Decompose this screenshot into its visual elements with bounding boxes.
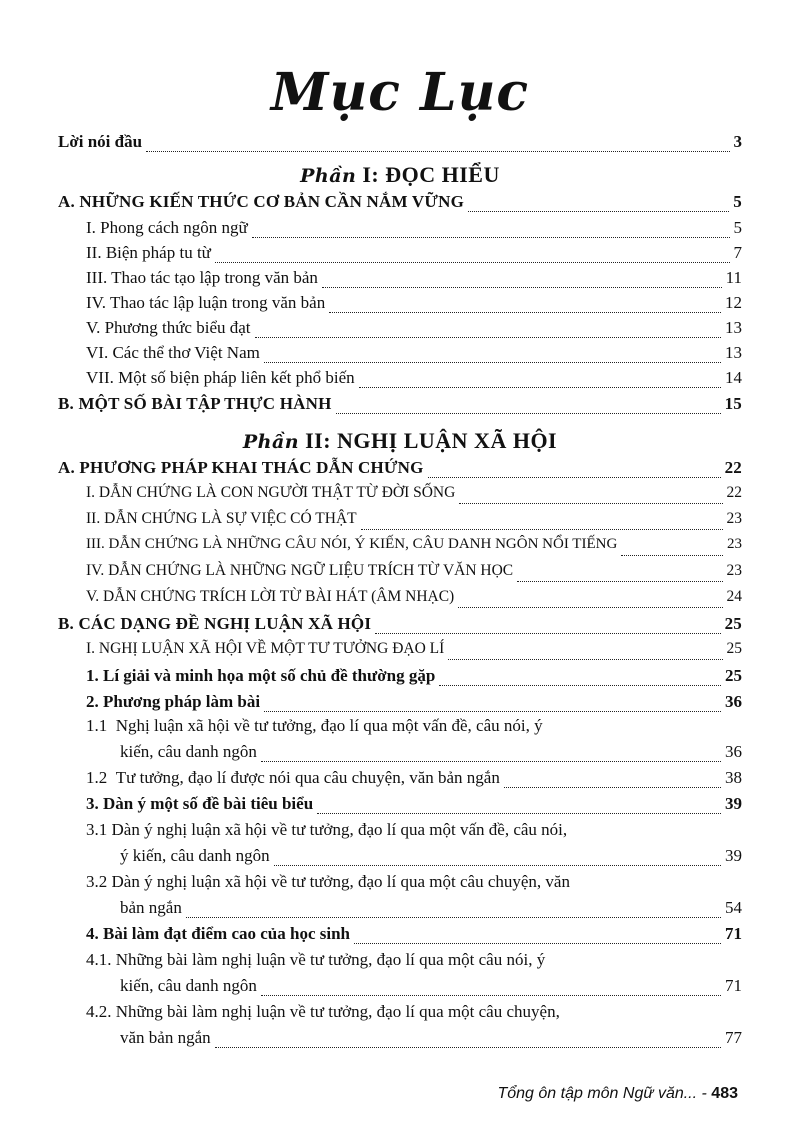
toc-entry-part2-a-3[interactable]: III. DẪN CHỨNG LÀ NHỮNG CÂU NÓI, Ý KIẾN, CÂU DANH NGÔN NỔI TIẾNG 23 — [86, 536, 742, 562]
toc-entry-part2-a-2[interactable]: II. DẪN CHỨNG LÀ SỰ VIỆC CÓ THẬT 23 — [86, 510, 742, 536]
toc-entry-section-1[interactable]: 1. Lí giải và minh họa một số chủ đề thường gặp 25 — [86, 666, 742, 685]
toc-entry-section-4[interactable]: 4. Bài làm đạt điểm cao của học sinh 71 — [86, 924, 742, 943]
toc-entry-part1-a-3[interactable]: III. Thao tác tạo lập trong văn bản 11 — [86, 268, 742, 287]
toc-entry-3-1-line2[interactable]: ý kiến, câu danh ngôn 39 — [120, 846, 742, 865]
toc-entry-part1-a-4[interactable]: IV. Thao tác lập luận trong văn bản 12 — [86, 293, 742, 312]
toc-entry-intro[interactable]: Lời nói đầu 3 — [58, 132, 742, 151]
toc-entry-section-2[interactable]: 2. Phương pháp làm bài 36 — [86, 692, 742, 711]
toc-entry-part2-a[interactable]: A. PHƯƠNG PHÁP KHAI THÁC DẪN CHỨNG 22 — [58, 458, 742, 477]
page-number: 483 — [711, 1085, 738, 1102]
toc-entry-part2-a-4[interactable]: IV. DẪN CHỨNG LÀ NHỮNG NGỮ LIỆU TRÍCH TỪ VĂN HỌC 23 — [86, 562, 742, 588]
toc-entry-part1-a-6[interactable]: VI. Các thể thơ Việt Nam 13 — [86, 343, 742, 362]
page-title: Mục Lục — [270, 62, 530, 123]
toc-entry-part1-a-1[interactable]: I. Phong cách ngôn ngữ 5 — [86, 218, 742, 237]
toc-entry-part2-a-1[interactable]: I. DẪN CHỨNG LÀ CON NGƯỜI THẬT TỪ ĐỜI SỐNG 22 — [86, 484, 742, 510]
toc-entry-part1-b[interactable]: B. MỘT SỐ BÀI TẬP THỰC HÀNH 15 — [58, 394, 742, 413]
toc-entry-2-2[interactable]: 1.2 Tư tưởng, đạo lí được nói qua câu chuyện, văn bản ngắn 38 — [86, 768, 742, 787]
toc-entry-part2-a-5[interactable]: V. DẪN CHỨNG TRÍCH LỜI TỪ BÀI HÁT (ÂM NHẠC) 24 — [86, 588, 742, 614]
toc-entry-4-2-line2[interactable]: văn bản ngắn 77 — [120, 1028, 742, 1047]
toc-entry-part1-a-7[interactable]: VII. Một số biện pháp liên kết phổ biến 14 — [86, 368, 742, 387]
toc-entry-3-2-line1[interactable]: 3.2 Dàn ý nghị luận xã hội về tư tưởng, đạo lí qua một câu chuyện, văn — [86, 872, 570, 891]
page-footer: Tổng ôn tập môn Ngữ văn... - 483 — [497, 1085, 738, 1102]
toc-entry-part1-a-5[interactable]: V. Phương thức biểu đạt 13 — [86, 318, 742, 337]
toc-entry-part2-b[interactable]: B. CÁC DẠNG ĐỀ NGHỊ LUẬN XÃ HỘI 25 — [58, 614, 742, 633]
part-2-heading: Phần II: NGHỊ LUẬN XÃ HỘI — [242, 428, 558, 453]
toc-entry-part2-b-1[interactable]: I. NGHỊ LUẬN XÃ HỘI VỀ MỘT TƯ TƯỞNG ĐẠO LÍ 25 — [86, 640, 742, 666]
toc-entry-section-3[interactable]: 3. Dàn ý một số đề bài tiêu biểu 39 — [86, 794, 742, 813]
toc-entry-2-1-line1[interactable]: 1.1 Nghị luận xã hội về tư tưởng, đạo lí qua một vấn đề, câu nói, ý — [86, 716, 543, 735]
toc-entry-part1-a[interactable]: A. NHỮNG KIẾN THỨC CƠ BẢN CẦN NẮM VỮNG 5 — [58, 192, 742, 211]
toc-entry-3-1-line1[interactable]: 3.1 Dàn ý nghị luận xã hội về tư tưởng, đạo lí qua một vấn đề, câu nói, — [86, 820, 568, 839]
toc-entry-4-1-line2[interactable]: kiến, câu danh ngôn 71 — [120, 976, 742, 995]
toc-entry-2-1-line2[interactable]: kiến, câu danh ngôn 36 — [120, 742, 742, 761]
part-1-heading: Phần I: ĐỌC HIỂU — [300, 162, 500, 187]
toc-entry-3-2-line2[interactable]: bản ngắn 54 — [120, 898, 742, 917]
toc-entry-4-2-line1[interactable]: 4.2. Những bài làm nghị luận về tư tưởng, đạo lí qua một câu chuyện, — [86, 1002, 560, 1021]
toc-entry-part1-a-2[interactable]: II. Biện pháp tu từ 7 — [86, 243, 742, 262]
toc-entry-4-1-line1[interactable]: 4.1. Những bài làm nghị luận về tư tưởng, đạo lí qua một câu nói, ý — [86, 950, 546, 969]
